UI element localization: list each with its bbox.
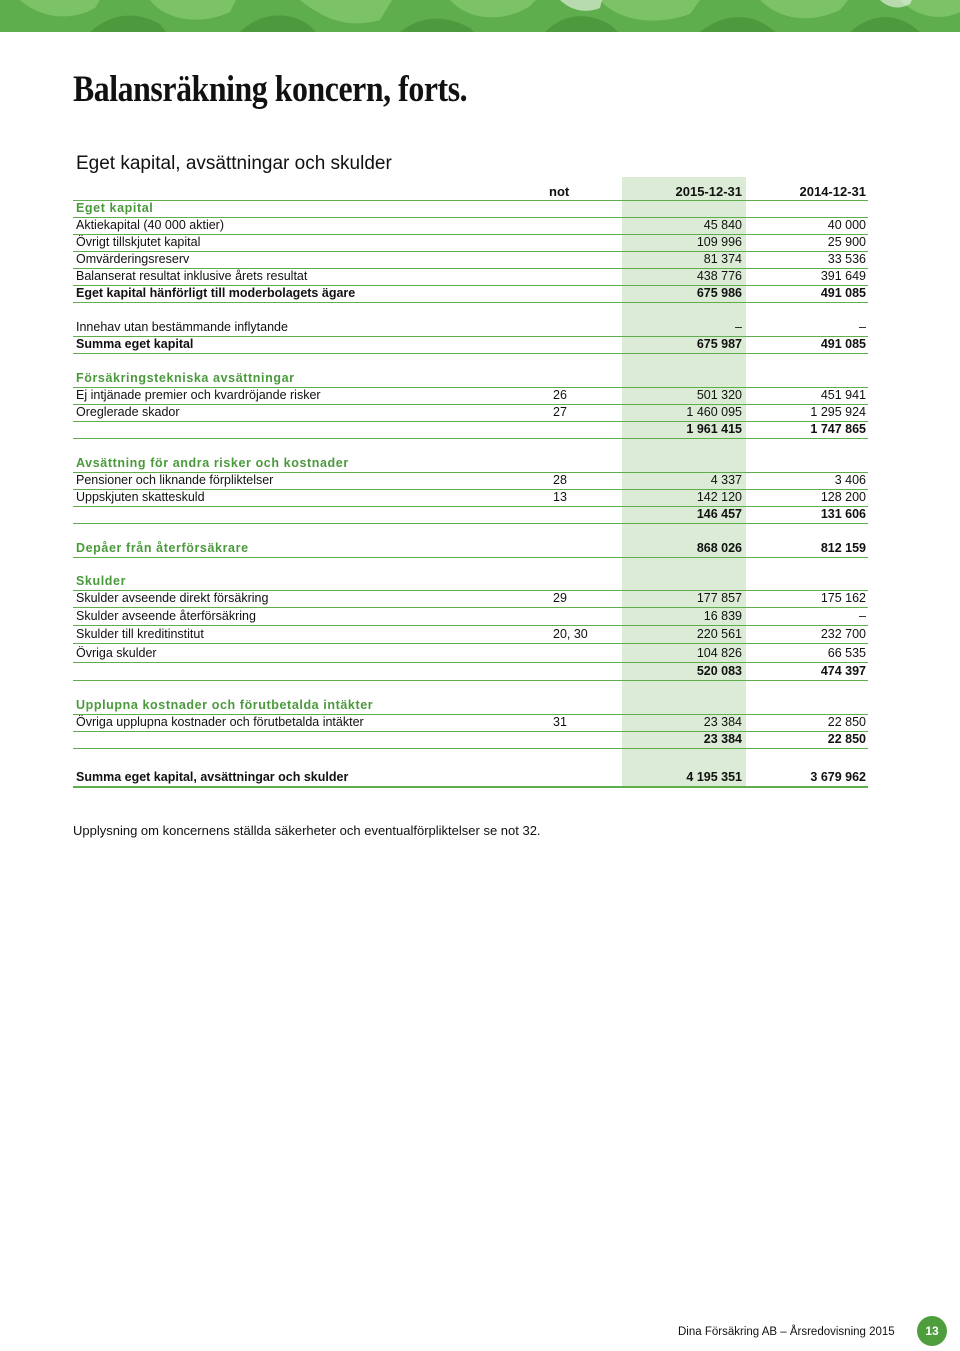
row-label: Eget kapital hänförligt till moderbolagets ägare bbox=[76, 286, 356, 300]
table-row bbox=[73, 404, 868, 422]
table-row bbox=[73, 714, 868, 732]
table-row bbox=[73, 663, 868, 681]
value-2015: 4 195 351 bbox=[686, 770, 742, 784]
row-label: Uppskjuten skatteskuld bbox=[76, 490, 205, 504]
row-label: Innehav utan bestämmande inflytande bbox=[76, 320, 288, 334]
row-note: 31 bbox=[553, 715, 567, 729]
row-label: Avsättning för andra risker och kostnader bbox=[76, 456, 349, 470]
row-label: Aktiekapital (40 000 aktier) bbox=[76, 218, 224, 232]
header-col-2014: 2014-12-31 bbox=[799, 184, 866, 199]
value-2015: 177 857 bbox=[696, 591, 742, 605]
row-note: 13 bbox=[553, 490, 567, 504]
section-heading-row bbox=[73, 697, 868, 715]
table-row bbox=[73, 472, 868, 490]
value-2014: 3 406 bbox=[834, 473, 866, 487]
table-row bbox=[73, 540, 868, 558]
value-2015: 1 460 095 bbox=[686, 405, 742, 419]
table-header-row bbox=[73, 183, 868, 201]
row-label: Ej intjänade premier och kvardröjande risker bbox=[76, 388, 321, 402]
page-number-badge: 13 bbox=[917, 1316, 947, 1346]
value-2015: 675 987 bbox=[696, 337, 742, 351]
row-label: Upplupna kostnader och förutbetalda intäkter bbox=[76, 698, 374, 712]
row-label: Omvärderingsreserv bbox=[76, 252, 190, 266]
value-2014: 131 606 bbox=[820, 507, 866, 521]
value-2015: 1 961 415 bbox=[686, 422, 742, 436]
value-2014: 175 162 bbox=[820, 591, 866, 605]
row-label: Depåer från återförsäkrare bbox=[76, 541, 249, 555]
row-note: 27 bbox=[553, 405, 567, 419]
value-2015: – bbox=[735, 320, 742, 334]
value-2014: 812 159 bbox=[820, 541, 866, 555]
value-2014: 491 085 bbox=[820, 337, 866, 351]
value-2015: 4 337 bbox=[710, 473, 742, 487]
value-2014: 128 200 bbox=[820, 490, 866, 504]
value-2014: 474 397 bbox=[820, 664, 866, 678]
value-2015: 81 374 bbox=[703, 252, 742, 266]
table-row bbox=[73, 251, 868, 269]
row-label: Skulder avseende direkt försäkring bbox=[76, 591, 269, 605]
table-row bbox=[73, 731, 868, 749]
row-label: Försäkringstekniska avsättningar bbox=[76, 371, 295, 385]
row-label: Pensioner och liknande förpliktelser bbox=[76, 473, 274, 487]
header-note: not bbox=[549, 184, 570, 199]
value-2015: 220 561 bbox=[696, 627, 742, 641]
value-2014: 451 941 bbox=[820, 388, 866, 402]
section-heading-row bbox=[73, 370, 868, 388]
value-2015: 16 839 bbox=[703, 609, 742, 623]
value-2015: 438 776 bbox=[696, 269, 742, 283]
value-2015: 23 384 bbox=[703, 715, 742, 729]
value-2015: 520 083 bbox=[696, 664, 742, 678]
value-2014: – bbox=[859, 609, 866, 623]
table-row bbox=[73, 421, 868, 439]
value-2014: 66 535 bbox=[827, 646, 866, 660]
value-2014: 391 649 bbox=[820, 269, 866, 283]
row-note: 26 bbox=[553, 388, 567, 402]
table-row bbox=[73, 285, 868, 303]
value-2015: 109 996 bbox=[696, 235, 742, 249]
value-2014: 491 085 bbox=[820, 286, 866, 300]
value-2014: – bbox=[859, 320, 866, 334]
table-row bbox=[73, 217, 868, 235]
footer-text: Dina Försäkring AB – Årsredovisning 2015 bbox=[678, 1326, 895, 1338]
page-subtitle: Eget kapital, avsättningar och skulder bbox=[76, 153, 392, 174]
table-row bbox=[73, 590, 868, 608]
table-row bbox=[73, 608, 868, 626]
row-label: Eget kapital bbox=[76, 201, 154, 215]
table-row bbox=[73, 268, 868, 286]
table-row bbox=[73, 769, 868, 788]
row-label: Balanserat resultat inklusive årets resultat bbox=[76, 269, 308, 283]
row-label: Skulder avseende återförsäkring bbox=[76, 609, 256, 623]
value-2015: 45 840 bbox=[703, 218, 742, 232]
value-2015: 675 986 bbox=[696, 286, 742, 300]
value-2014: 22 850 bbox=[827, 715, 866, 729]
row-label: Övriga upplupna kostnader och förutbetalda intäkter bbox=[76, 715, 364, 729]
row-note: 20, 30 bbox=[553, 627, 588, 641]
row-label: Oreglerade skador bbox=[76, 405, 180, 419]
table-row bbox=[73, 506, 868, 524]
table-row bbox=[73, 645, 868, 663]
value-2014: 22 850 bbox=[827, 732, 866, 746]
row-label: Summa eget kapital, avsättningar och skulder bbox=[76, 770, 349, 784]
value-2014: 1 295 924 bbox=[810, 405, 866, 419]
value-2015: 104 826 bbox=[696, 646, 742, 660]
footnote: Upplysning om koncernens ställda säkerheter och eventualförpliktelser se not 32. bbox=[73, 823, 541, 838]
table-row bbox=[73, 234, 868, 252]
section-heading-row bbox=[73, 455, 868, 473]
table-row bbox=[73, 626, 868, 644]
row-label: Skulder till kreditinstitut bbox=[76, 627, 204, 641]
row-label: Övrigt tillskjutet kapital bbox=[76, 235, 201, 249]
table-row bbox=[73, 489, 868, 507]
section-heading-row bbox=[73, 573, 868, 591]
table-row bbox=[73, 336, 868, 354]
value-2015: 142 120 bbox=[696, 490, 742, 504]
row-label: Skulder bbox=[76, 574, 127, 588]
value-2014: 40 000 bbox=[827, 218, 866, 232]
row-note: 28 bbox=[553, 473, 567, 487]
value-2014: 3 679 962 bbox=[810, 770, 866, 784]
value-2014: 1 747 865 bbox=[810, 422, 866, 436]
row-note: 29 bbox=[553, 591, 567, 605]
value-2015: 146 457 bbox=[696, 507, 742, 521]
header-col-2015: 2015-12-31 bbox=[675, 184, 742, 199]
value-2014: 33 536 bbox=[827, 252, 866, 266]
value-2015: 501 320 bbox=[696, 388, 742, 402]
section-heading-row bbox=[73, 200, 868, 218]
value-2014: 232 700 bbox=[820, 627, 866, 641]
table-row bbox=[73, 319, 868, 337]
row-label: Summa eget kapital bbox=[76, 337, 194, 351]
value-2015: 868 026 bbox=[696, 541, 742, 555]
row-label: Övriga skulder bbox=[76, 646, 157, 660]
value-2014: 25 900 bbox=[827, 235, 866, 249]
table-row bbox=[73, 387, 868, 405]
value-2015: 23 384 bbox=[703, 732, 742, 746]
page-title: Balansräkning koncern, forts. bbox=[73, 69, 468, 110]
